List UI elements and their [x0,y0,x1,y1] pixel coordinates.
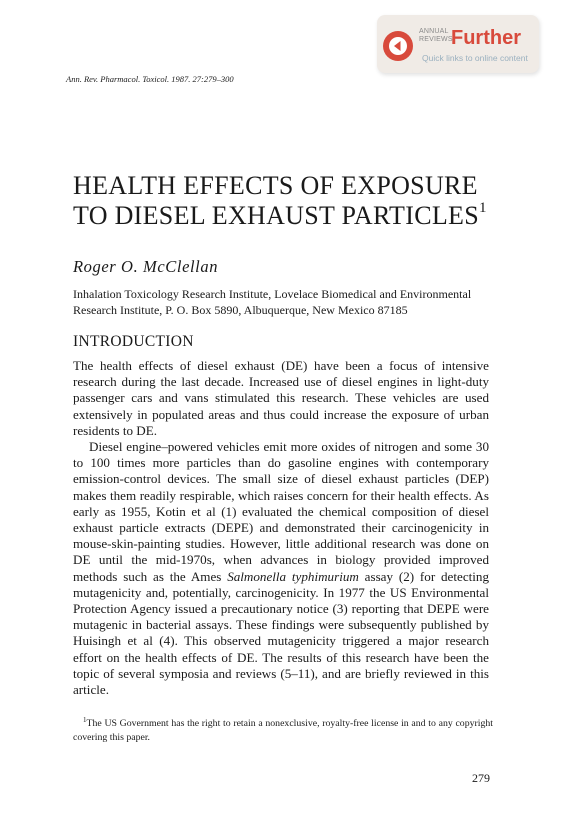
paragraph-1: The health effects of diesel exhaust (DE) have been a focus of intensive research during the last decade. Increased use of diesel engines in light-duty passenger cars and vans stimulated this research. These vehicles are used extensively in populated areas and thus could increase the exposure of urban residents to DE. [73,358,489,438]
badge-subtitle: Quick links to online content [422,53,528,63]
paragraph-2-part-2: assay (2) for detecting mutagenicity and, potentially, carcinogenicity. In 1977 the US Environmental Protection Agency issued a precautionary notice (3) reporting that DEPE were mutagenic in bacterial assays. These findings were subsequently published by Huisingh et al (4). This observed mutagenicity triggered a major research effort on the health effects of DE. The results of this research have been the topic of several symposia and reviews (5–11), and are briefly reviewed in this article. [73,568,489,698]
annual-reviews-further-badge[interactable] [377,15,539,73]
footnote-mark: 1 [83,716,87,724]
title-line-1: HEALTH EFFECTS OF EXPOSURE [73,171,478,200]
play-arrow-icon [383,31,413,61]
journal-citation: Ann. Rev. Pharmacol. Toxicol. 1987. 27:279–300 [66,74,234,84]
badge-further-label: Further [451,27,521,49]
paragraph-2 [73,439,489,698]
section-heading: INTRODUCTION [73,333,194,350]
title-line-2: TO DIESEL EXHAUST PARTICLES [73,201,479,230]
footnote [73,717,493,744]
badge-annual-label: ANNUAL [419,28,449,35]
author-affiliation [73,287,493,318]
page-number: 279 [472,771,490,785]
author-name: Roger O. McClellan [73,257,219,276]
species-name: Salmonella typhimurium [227,568,359,584]
paragraph-2-part-1: Diesel engine–powered vehicles emit more oxides of nitrogen and some 30 to 100 times more particles than do gasoline engines with contemporary emission-control devices. The small size of diesel exhaust particles (DEP) makes them readily respirable, which raises concern for their health effects. As early as 1955, Kotin et al (1) evaluated the chemical composition of diesel exhaust particle extracts (DEPE) and demonstrated their carcinogenicity in mouse-skin-painting studies. However, little additional research was done on DE until the mid-1970s, when advances in biology provided improved methods such as the Ames [73,439,489,584]
badge-reviews-label: REVIEWS [419,36,453,43]
footnote-text: The US Government has the right to retain a nonexclusive, royalty-free license in and to any copyright covering this paper. [73,718,493,743]
affiliation-line-1: Inhalation Toxicology Research Institute, Lovelace Biomedical and Environmental [73,287,472,301]
article-title [73,171,513,231]
affiliation-line-2: Research Institute, P. O. Box 5890, Albuquerque, New Mexico 87185 [73,302,408,317]
title-footnote-mark: 1 [478,200,487,216]
article-body [73,358,489,698]
